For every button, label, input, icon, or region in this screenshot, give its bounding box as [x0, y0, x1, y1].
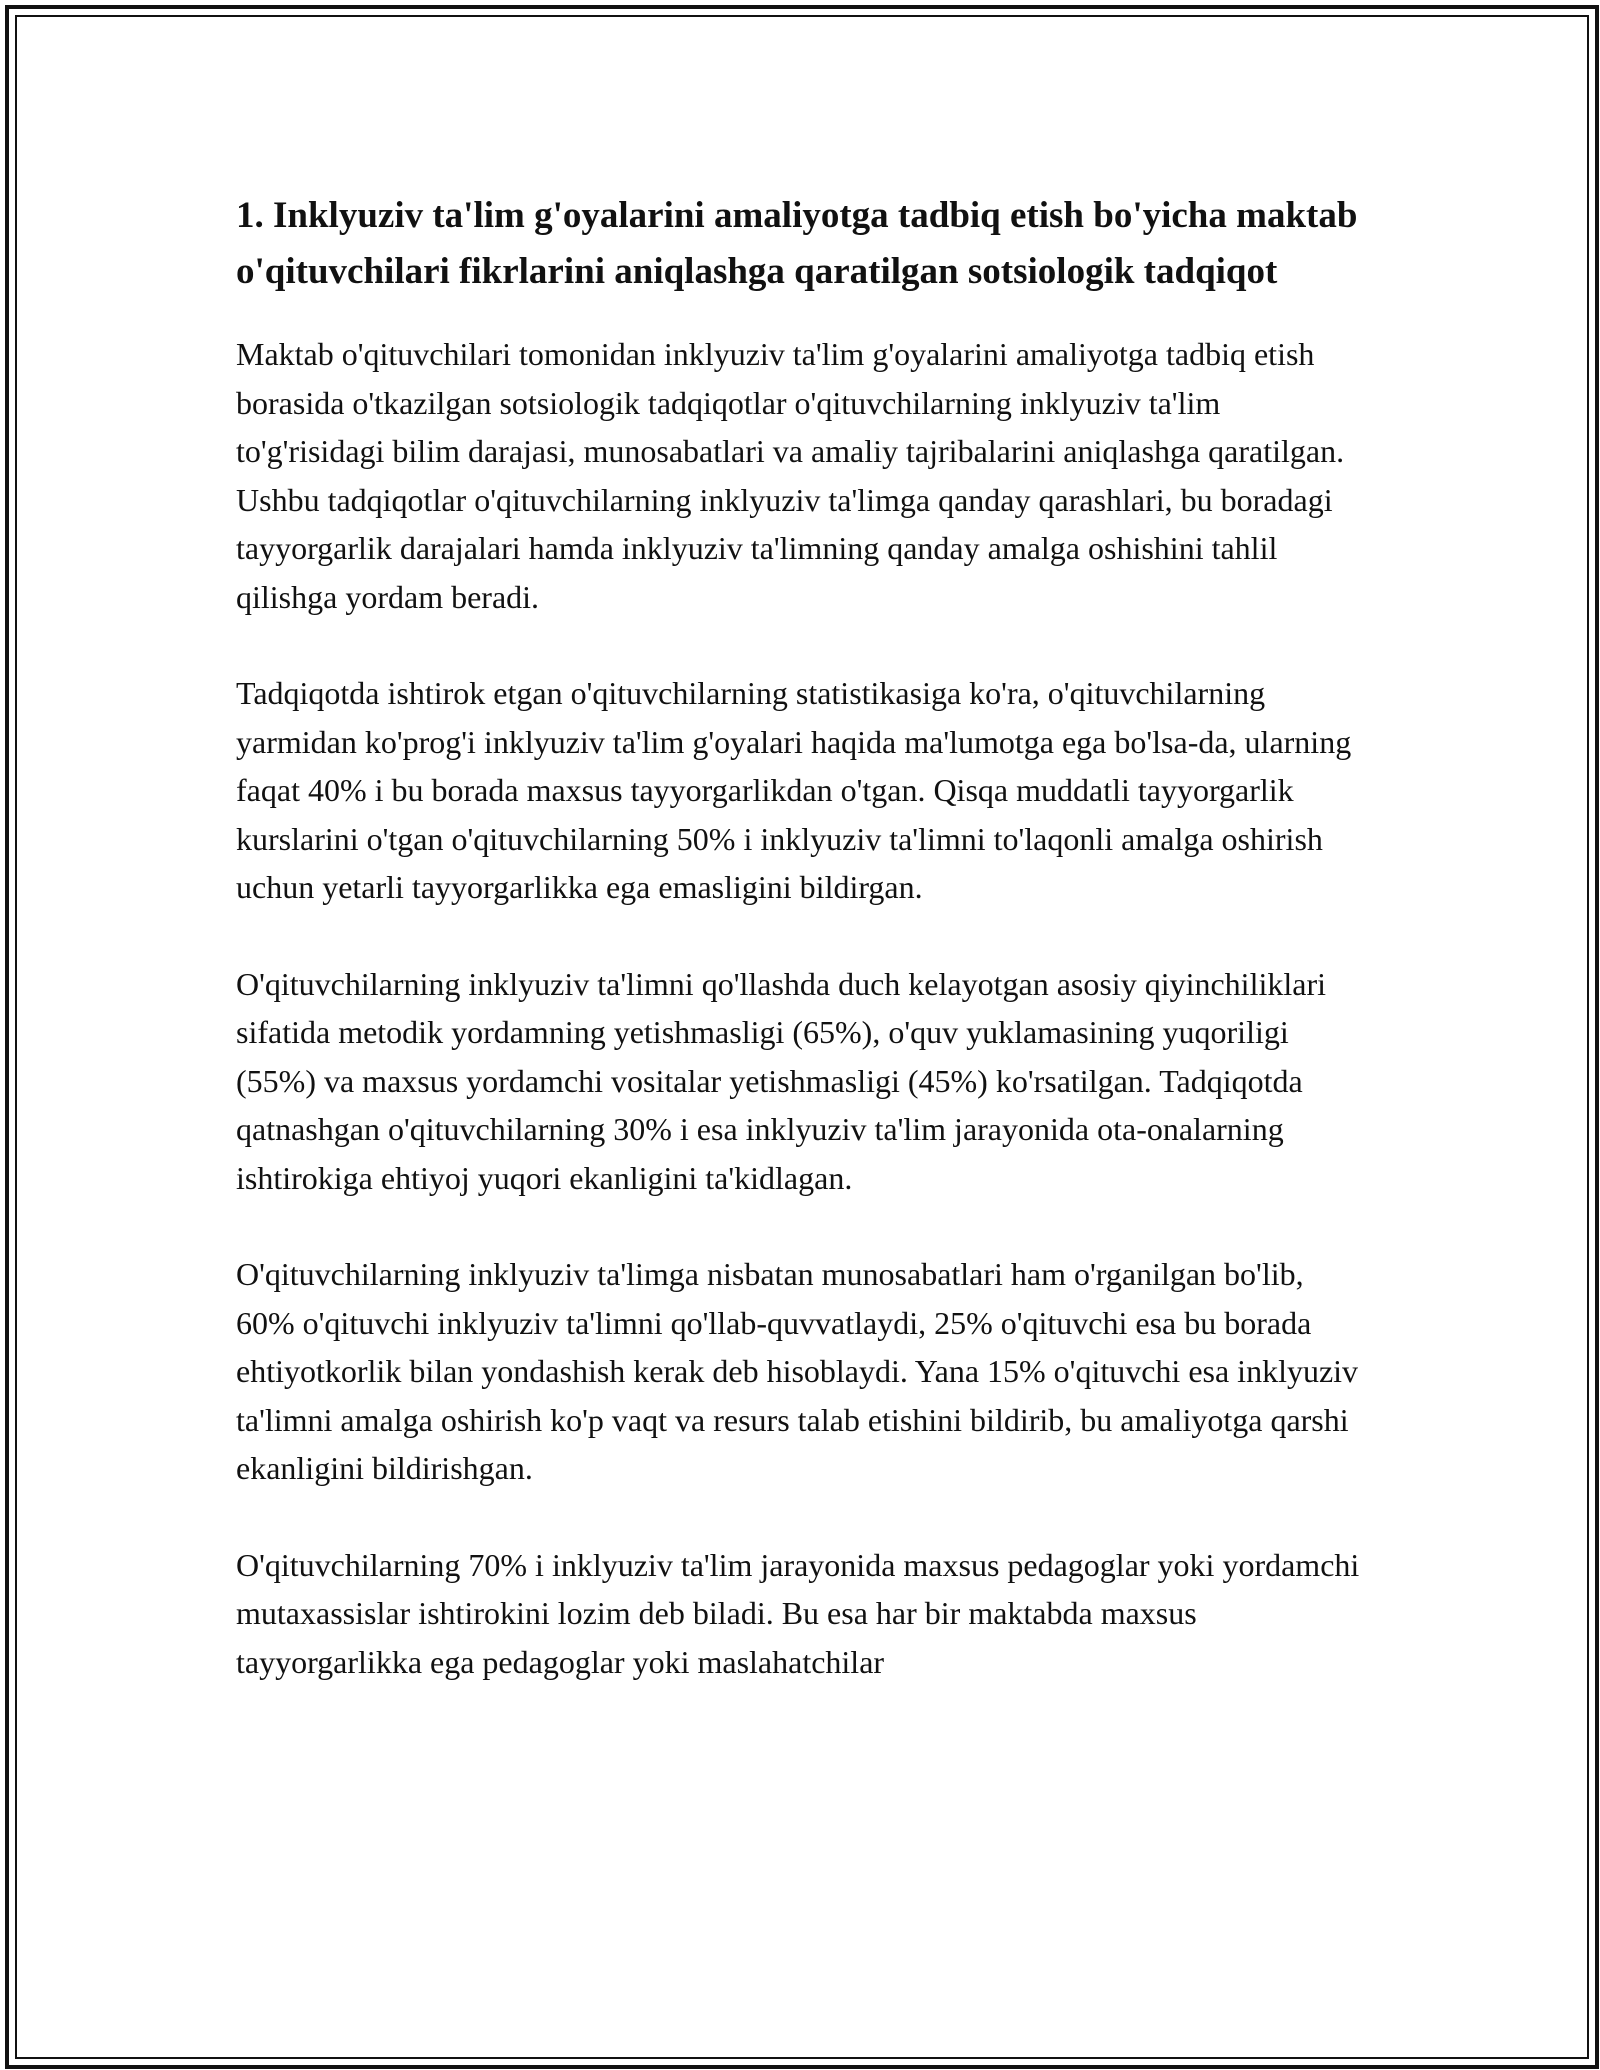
section-heading: 1. Inklyuziv ta'lim g'oyalarini amaliyotga tadbiq etish bo'yicha maktab o'qituvchilari fikrlarini aniqlashga qaratilgan sotsiologik tadqiqot: [236, 195, 1358, 292]
paragraph-1: Maktab o'qituvchilari tomonidan inklyuziv ta'lim g'oyalarini amaliyotga tadbiq etish borasida o'tkazilgan sotsiologik tadqiqotlar o'qituvchilarning inklyuziv ta'lim to'g'risidagi bilim darajasi, munosabatlari va amaliy tajribalarini aniqlashga qaratilgan. Ushbu tadqiqotlar o'qituvchilarning inklyuziv ta'limga qanday qarashlari, bu boradagi tayyorgarlik darajalari hamda inklyuziv ta'limning qanday amalga oshishini tahlil qilishga yordam beradi.: [236, 336, 1345, 615]
document-body: [236, 188, 1366, 1734]
paragraph-5: O'qituvchilarning 70% i inklyuziv ta'lim jarayonida maxsus pedagoglar yoki yordamchi mutaxassislar ishtirokini lozim deb biladi. Bu esa har bir maktabda maxsus tayyorgarlikka ega pedagoglar yoki maslahatchilar: [236, 1546, 1360, 1680]
paragraph-3: O'qituvchilarning inklyuziv ta'limni qo'llashda duch kelayotgan asosiy qiyinchiliklari sifatida metodik yordamning yetishmasligi (65%), o'quv yuklamasining yuqoriligi (55%) va maxsus yordamchi vositalar yetishmasligi (45%) ko'rsatilgan. Tadqiqotda qatnashgan o'qituvchilarning 30% i esa inklyuziv ta'lim jarayonida ota-onalarning ishtirokiga ehtiyoj yuqori ekanligini ta'kidlagan.: [236, 965, 1326, 1196]
paragraph-2: Tadqiqotda ishtirok etgan o'qituvchilarning statistikasiga ko'ra, o'qituvchilarning yarmidan ko'prog'i inklyuziv ta'lim g'oyalari haqida ma'lumotga ega bo'lsa-da, ularning faqat 40% i bu borada maxsus tayyorgarlikdan o'tgan. Qisqa muddatli tayyorgarlik kurslarini o'tgan o'qituvchilarning 50% i inklyuziv ta'limni to'laqonli amalga oshirish uchun yetarli tayyorgarlikka ega emasligini bildirgan.: [236, 675, 1352, 905]
paragraph-4: O'qituvchilarning inklyuziv ta'limga nisbatan munosabatlari ham o'rganilgan bo'lib, 60% o'qituvchi inklyuziv ta'limni qo'llab-quvvatlaydi, 25% o'qituvchi esa bu borada ehtiyotkorlik bilan yondashish kerak deb hisoblaydi. Yana 15% o'qituvchi esa inklyuziv ta'limni amalga oshirish ko'p vaqt va resurs talab etishini bildirib, bu amaliyotga qarshi ekanligini bildirishgan.: [236, 1256, 1359, 1486]
